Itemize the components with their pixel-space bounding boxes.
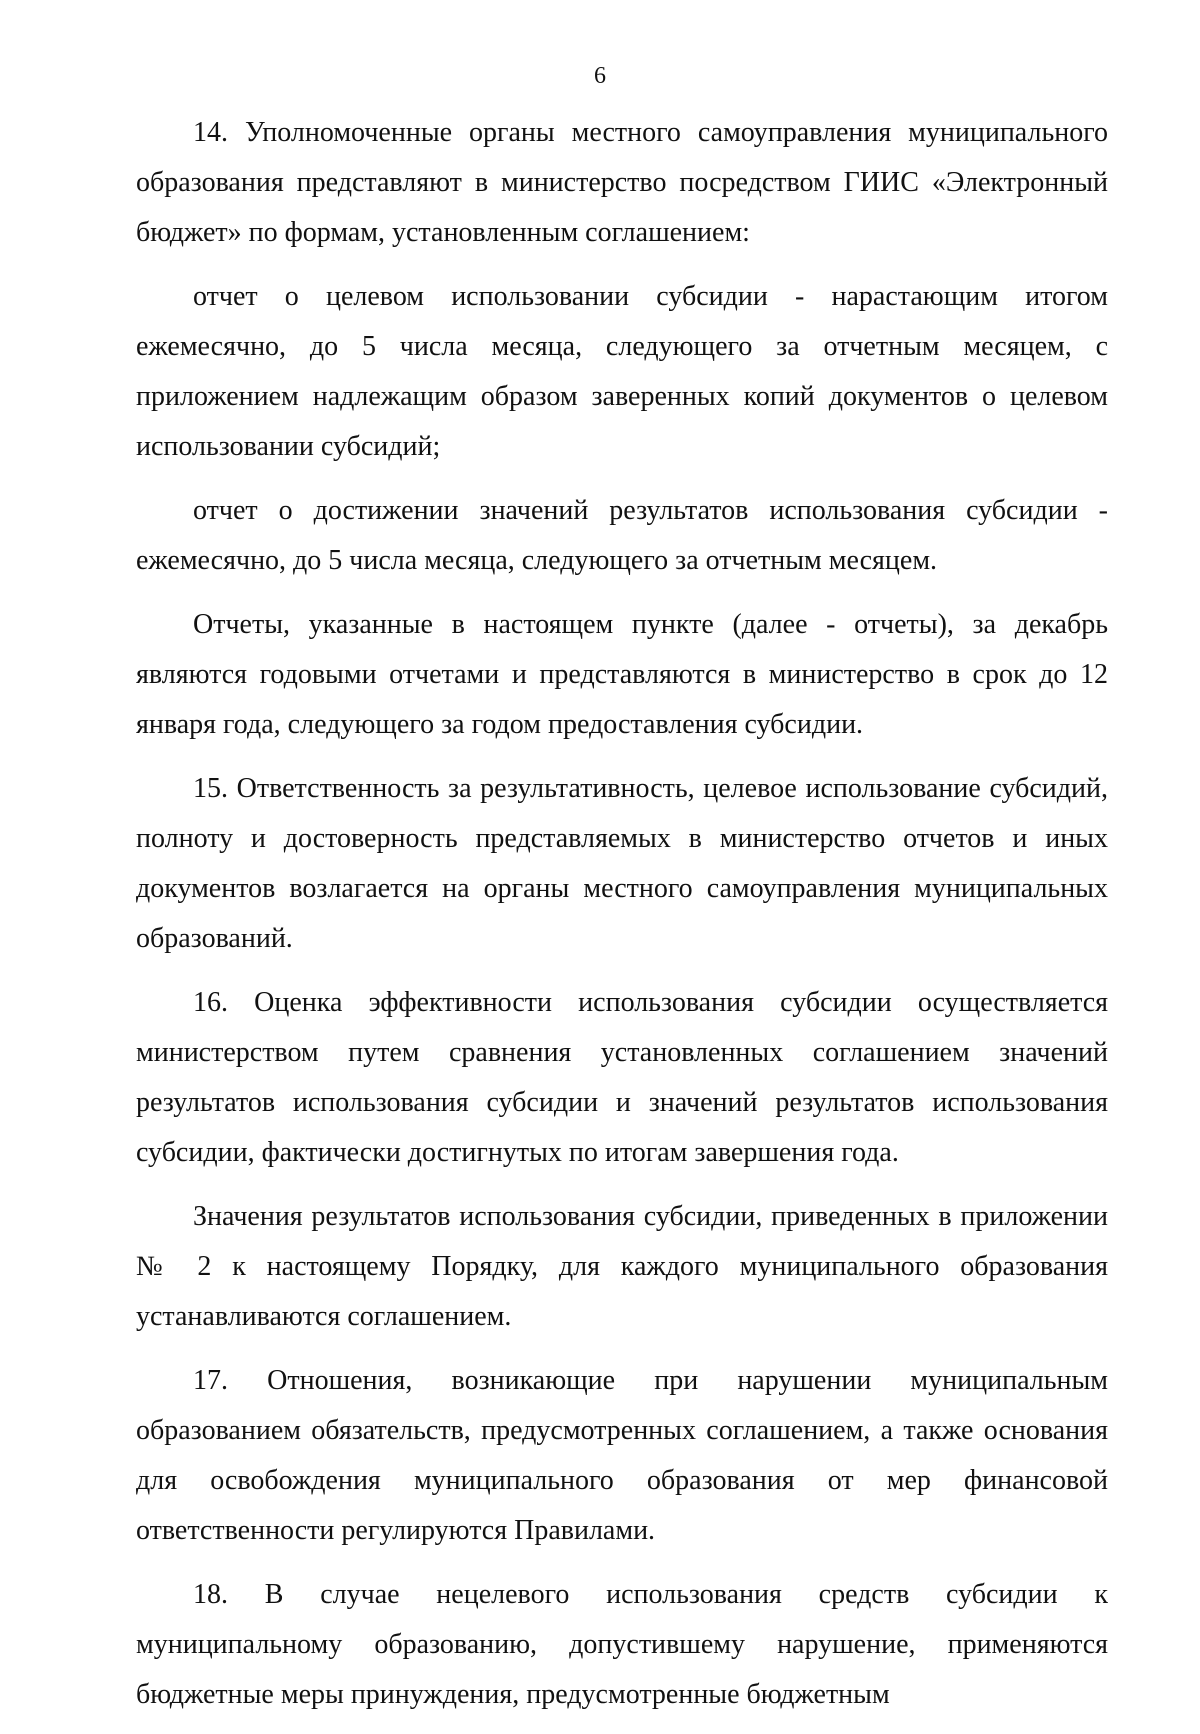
paragraph-15: 15. Ответственность за результативность, целевое использование субсидий, полноту и достоверность представляемых в министерство отчетов и иных документов возлагается на органы местного самоуправления муниципальных образований. <box>136 773 1108 954</box>
paragraph-14: 14. Уполномоченные органы местного самоуправления муниципального образования представляют в министерство посредством ГИИС «Электронный бюджет» по формам, установленным соглашением: <box>136 117 1108 248</box>
paragraph-results-report: отчет о достижении значений результатов использования субсидии - ежемесячно, до 5 числа месяца, следующего за отчетным месяцем. <box>136 495 1108 576</box>
paragraph-18: 18. В случае нецелевого использования средств субсидии к муниципальному образованию, допустившему нарушение, применяются бюджетные меры принуждения, предусмотренные бюджетным <box>136 1579 1108 1710</box>
paragraph-annual-reports: Отчеты, указанные в настоящем пункте (далее - отчеты), за декабрь являются годовыми отчетами и представляются в министерство в срок до 12 января года, следующего за годом предоставления субсидии. <box>136 609 1108 740</box>
paragraph-result-values: Значения результатов использования субсидии, приведенных в приложении № 2 к настоящему Порядку, для каждого муниципального образования устанавливаются соглашением. <box>136 1201 1108 1332</box>
paragraph-16: 16. Оценка эффективности использования субсидии осуществляется министерством путем сравнения установленных соглашением значений результатов использования субсидии и значений результатов использования субсидии, фактически достигнутых по итогам завершения года. <box>136 987 1108 1168</box>
page-number: 6 <box>594 63 606 89</box>
paragraph-target-use-report: отчет о целевом использовании субсидии - нарастающим итогом ежемесячно, до 5 числа месяца, следующего за отчетным месяцем, с приложением надлежащим образом заверенных копий документов о целевом использовании субсидий; <box>136 281 1108 462</box>
paragraph-17: 17. Отношения, возникающие при нарушении муниципальным образованием обязательств, предусмотренных соглашением, а также основания для освобождения муниципального образования от мер финансовой ответственности регулируются Правилами. <box>136 1365 1108 1546</box>
document-body <box>136 108 1108 1734</box>
